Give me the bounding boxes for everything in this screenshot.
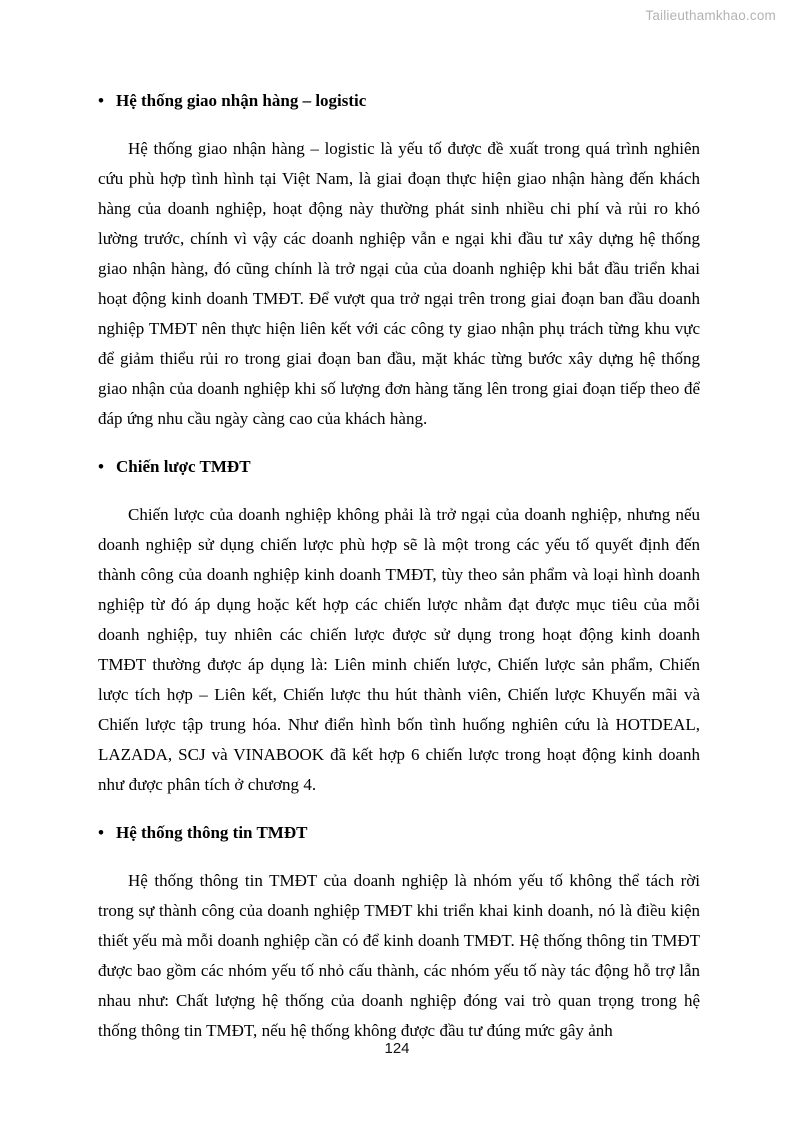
bullet-icon: • xyxy=(98,823,104,842)
spacer xyxy=(98,434,700,452)
spacer xyxy=(98,848,700,866)
section-heading-information-system xyxy=(98,818,700,848)
section-paragraph-strategy: Chiến lược của doanh nghiệp không phải là trở ngại của doanh nghiệp, nhưng nếu doanh nghiệp sử dụng chiến lược phù hợp sẽ là một trong các yếu tố quyết định đến thành công của doanh nghiệp kinh doanh TMĐT, tùy theo sản phẩm và loại hình doanh nghiệp từ đó áp dụng hoặc kết hợp các chiến lược nhằm đạt được mục tiêu của mỗi doanh nghiệp, tuy nhiên các chiến lược được sử dụng trong hoạt động kinh doanh TMĐT thường được áp dụng là: Liên minh chiến lược, Chiến lược sản phẩm, Chiến lược tích hợp – Liên kết, Chiến lược thu hút thành viên, Chiến lược Khuyến mãi và Chiến lược tập trung hóa. Như điển hình bốn tình huống nghiên cứu là HOTDEAL, LAZADA, SCJ và VINABOOK đã kết hợp 6 chiến lược trong hoạt động kinh doanh như được phân tích ở chương 4. xyxy=(98,505,700,794)
section-heading-label: Hệ thống thông tin TMĐT xyxy=(116,823,308,842)
bullet-icon: • xyxy=(98,457,104,476)
spacer xyxy=(98,800,700,818)
spacer xyxy=(98,482,700,500)
spacer xyxy=(98,116,700,134)
section-paragraph-information-system: Hệ thống thông tin TMĐT của doanh nghiệp là nhóm yếu tố không thể tách rời trong sự thành công của doanh nghiệp TMĐT khi triển khai kinh doanh, nó là điều kiện thiết yếu mà mỗi doanh nghiệp cần có để kinh doanh TMĐT. Hệ thống thông tin TMĐT được bao gồm các nhóm yếu tố nhỏ cấu thành, các nhóm yếu tố này tác động hỗ trợ lẫn nhau như: Chất lượng hệ thống của doanh nghiệp đóng vai trò quan trọng trong hệ thống thông tin TMĐT, nếu hệ thống không được đầu tư đúng mức gây ảnh xyxy=(98,871,700,1040)
section-paragraph-logistic: Hệ thống giao nhận hàng – logistic là yếu tố được đề xuất trong quá trình nghiên cứu phù hợp tình hình tại Việt Nam, là giai đoạn thực hiện giao nhận hàng đến khách hàng của doanh nghiệp, hoạt động này thường phát sinh nhiều chi phí và rủi ro khó lường trước, chính vì vậy các doanh nghiệp vẫn e ngại khi đầu tư xây dựng hệ thống giao nhận hàng, đó cũng chính là trở ngại của của doanh nghiệp khi bắt đầu triển khai hoạt động kinh doanh TMĐT. Để vượt qua trở ngại trên trong giai đoạn ban đầu doanh nghiệp TMĐT nên thực hiện liên kết với các công ty giao nhận phụ trách từng khu vực để giảm thiểu rủi ro trong giai đoạn ban đầu, mặt khác từng bước xây dựng hệ thống giao nhận của doanh nghiệp khi số lượng đơn hàng tăng lên trong giai đoạn tiếp theo để đáp ứng nhu cầu ngày càng cao của khách hàng. xyxy=(98,139,700,428)
section-heading-label: Hệ thống giao nhận hàng – logistic xyxy=(116,91,367,110)
section-heading-label: Chiến lược TMĐT xyxy=(116,457,251,476)
page-number: 124 xyxy=(384,1040,410,1057)
watermark: Tailieuthamkhao.com xyxy=(645,8,776,23)
section-heading-logistic xyxy=(98,86,700,116)
document-content xyxy=(98,86,700,1046)
section-heading-strategy xyxy=(98,452,700,482)
bullet-icon: • xyxy=(98,91,104,110)
